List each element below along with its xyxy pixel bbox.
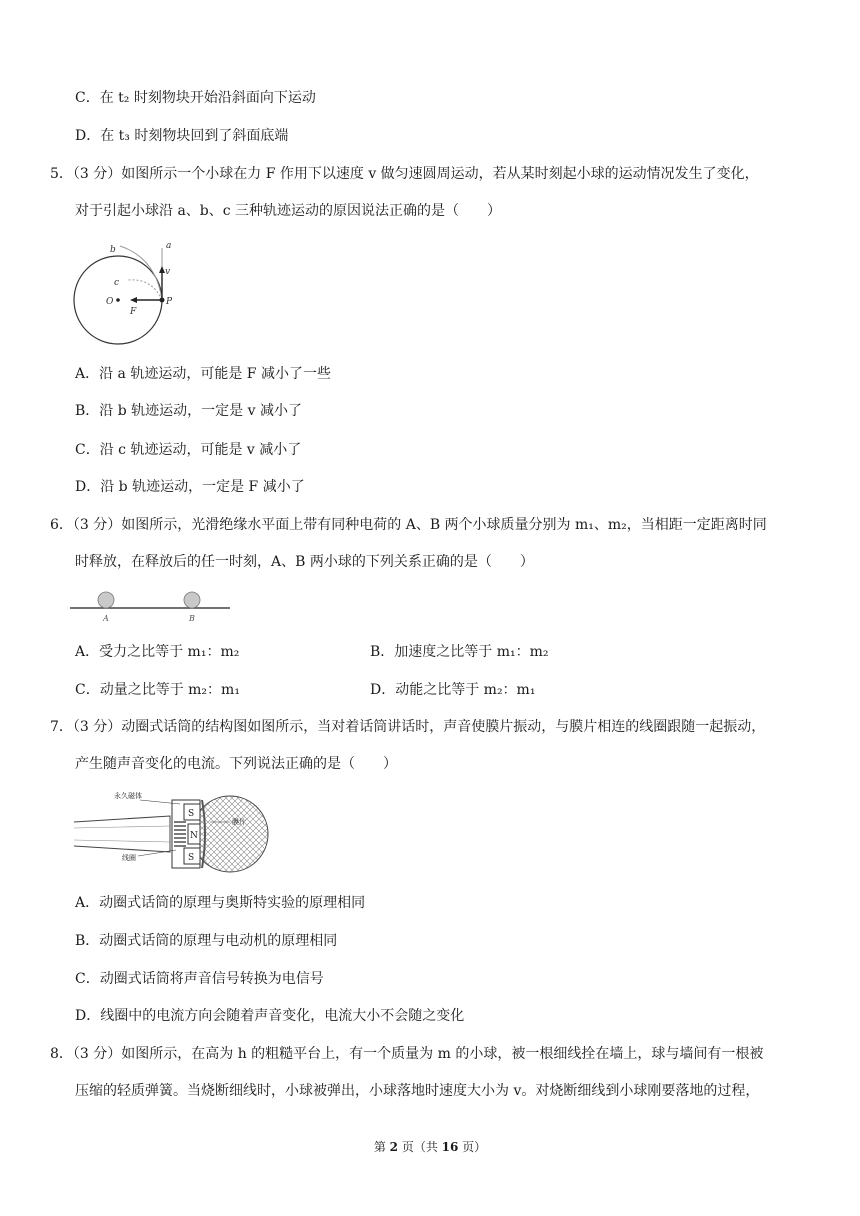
label-ball-b: B xyxy=(189,614,195,623)
label-a: a xyxy=(166,241,172,251)
q6-stem-line2: 时释放，在释放后的任一时刻，A、B 两小球的下列关系正确的是（ ） xyxy=(75,554,534,570)
footer-middle: 页（共 xyxy=(398,1140,442,1154)
label-s-top: S xyxy=(188,809,195,819)
force-arrowhead xyxy=(130,297,137,303)
q8-stem-line1: 8．（3 分）如图所示，在高为 h 的粗糙平台上，有一个质量为 m 的小球，被一根细线拴在墙上，球与墙间有一根被 xyxy=(50,1046,764,1062)
q7-option-b: B．动圈式话筒的原理与电动机的原理相同 xyxy=(75,933,338,949)
footer-page-number: 2 xyxy=(389,1140,398,1154)
label-magnet: 永久磁体 xyxy=(114,792,142,800)
label-f: F xyxy=(130,307,137,317)
q4-option-c: C．在 t₂ 时刻物块开始沿斜面向下运动 xyxy=(75,90,316,106)
q6-option-a: A．受力之比等于 m₁：m₂ xyxy=(75,644,240,660)
center-o xyxy=(116,298,120,302)
q7-option-d: D．线圈中的电流方向会随着声音变化，电流大小不会随之变化 xyxy=(75,1008,465,1024)
label-n: N xyxy=(190,831,198,841)
q6-stem-line1: 6．（3 分）如图所示，光滑绝缘水平面上带有同种电荷的 A、B 两个小球质量分别为 m₁、m₂，当相距一定距离时同 xyxy=(50,517,767,533)
handle-outline xyxy=(74,816,170,852)
q4-option-d: D．在 t₃ 时刻物块回到了斜面底端 xyxy=(75,128,289,144)
q5-option-a: A．沿 a 轨迹运动，可能是 F 减小了一些 xyxy=(75,366,331,382)
ball-p xyxy=(160,298,165,303)
q5-option-d: D．沿 b 轨迹运动，一定是 F 减小了 xyxy=(75,479,305,495)
label-p: P xyxy=(166,297,173,307)
footer-suffix: 页） xyxy=(458,1140,487,1154)
label-ball-a: A xyxy=(103,614,109,623)
trajectory-b xyxy=(120,246,162,300)
q5-option-c: C．沿 c 轨迹运动，可能是 v 减小了 xyxy=(75,442,302,458)
label-o: O xyxy=(106,297,114,307)
q6-two-balls-figure xyxy=(70,586,235,626)
label-s-bottom: S xyxy=(188,853,195,863)
label-v: v xyxy=(165,267,171,277)
q7-stem-line1: 7．（3 分）动圈式话筒的结构图如图所示，当对着话筒讲话时，声音使膜片振动，与膜片相连的线圈跟随一起振动， xyxy=(50,719,766,735)
q7-option-c: C．动圈式话筒将声音信号转换为电信号 xyxy=(75,971,324,987)
ball-b xyxy=(184,592,200,608)
q5-stem-line1: 5．（3 分）如图所示一个小球在力 F 作用下以速度 v 做匀速圆周运动，若从某时刻起小球的运动情况发生了变化， xyxy=(50,166,759,182)
label-diaphragm: 膜片 xyxy=(232,818,246,826)
q5-option-b: B．沿 b 轨迹运动，一定是 v 减小了 xyxy=(75,403,302,419)
q8-stem-line2: 压缩的轻质弹簧。当烧断细线时，小球被弹出，小球落地时速度大小为 v。对烧断细线到小球刚要落地的过程， xyxy=(75,1083,760,1099)
ball-a xyxy=(98,592,114,608)
label-coil: 线圈 xyxy=(122,854,136,862)
q6-option-b: B．加速度之比等于 m₁：m₂ xyxy=(370,644,549,660)
q5-stem-line2: 对于引起小球沿 a、b、c 三种轨迹运动的原因说法正确的是（ ） xyxy=(75,203,502,219)
q6-option-d: D．动能之比等于 m₂：m₁ xyxy=(370,682,536,698)
q7-stem-line2: 产生随声音变化的电流。下列说法正确的是（ ） xyxy=(75,756,397,772)
trajectory-c xyxy=(128,280,162,300)
page-footer xyxy=(0,1138,860,1155)
q6-option-c: C．动量之比等于 m₂：m₁ xyxy=(75,682,240,698)
q7-microphone-figure xyxy=(70,786,270,882)
label-c: c xyxy=(114,278,120,288)
footer-total-pages: 16 xyxy=(441,1140,459,1154)
footer-prefix: 第 xyxy=(373,1140,390,1154)
coil xyxy=(174,822,186,846)
q5-circular-motion-figure xyxy=(70,238,185,348)
q7-option-a: A．动圈式话筒的原理与奥斯特实验的原理相同 xyxy=(75,895,366,911)
label-b: b xyxy=(110,245,116,255)
